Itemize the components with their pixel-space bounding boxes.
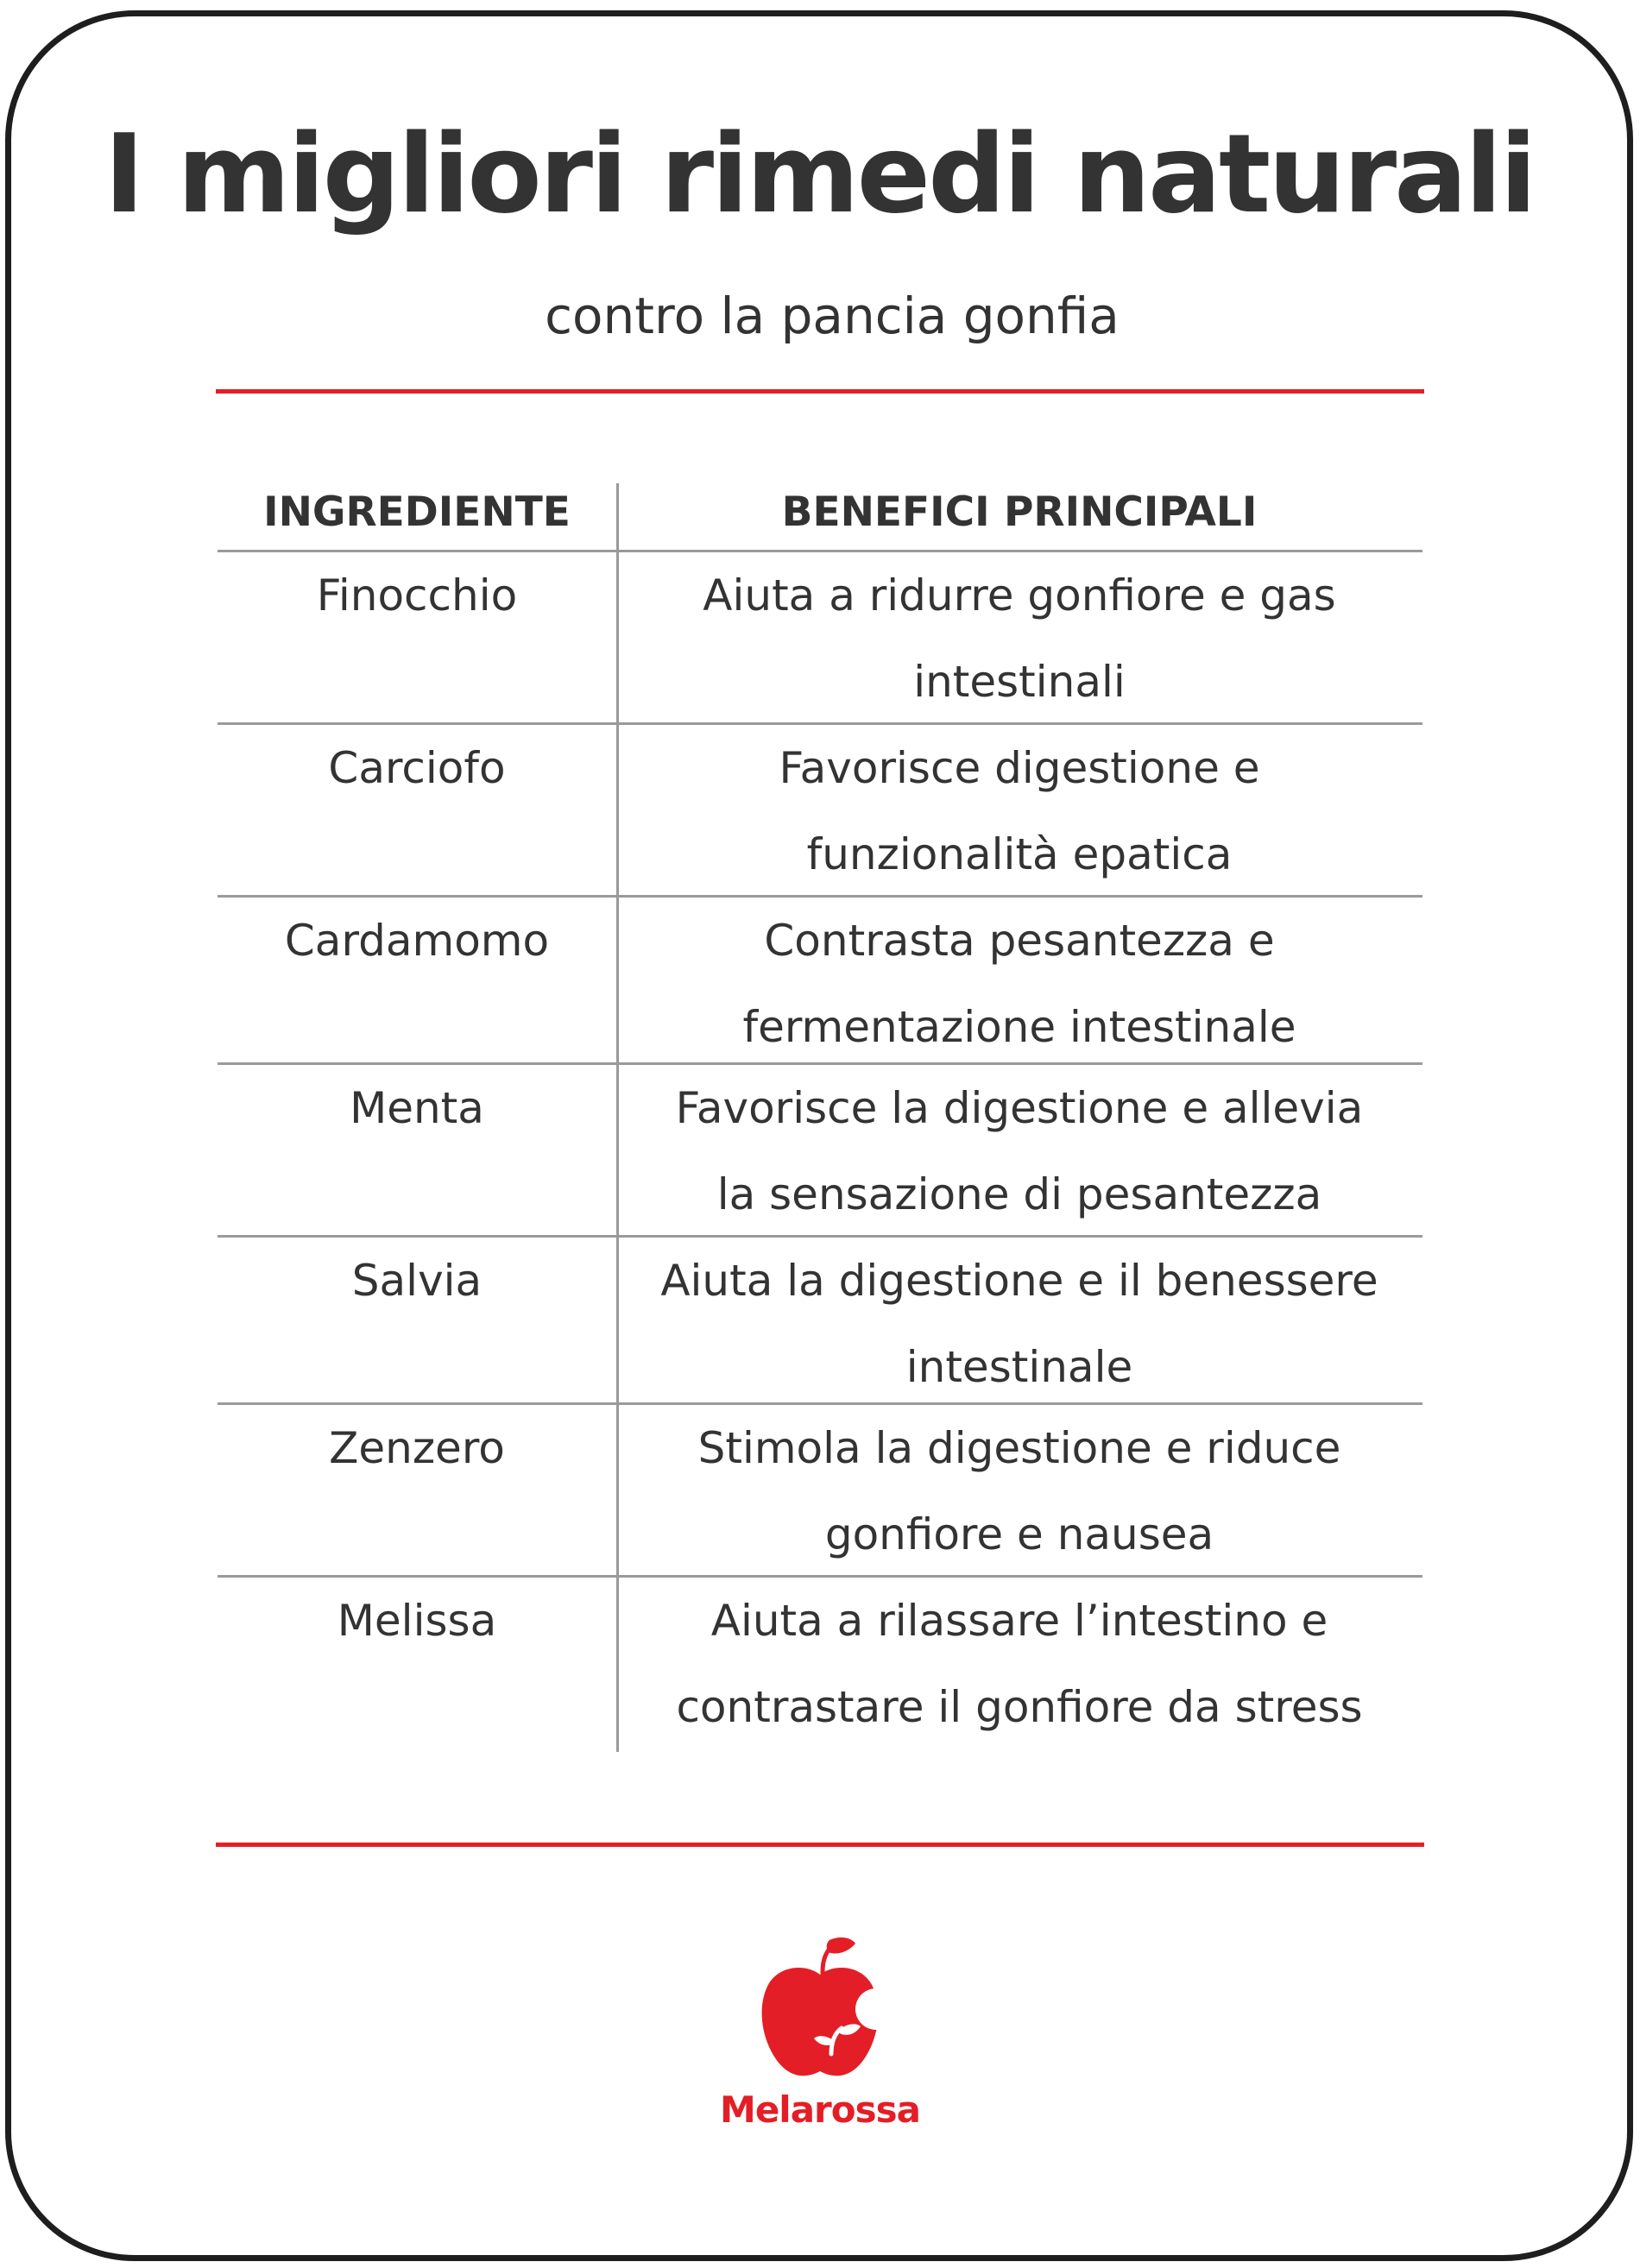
page-title: I migliori rimedi naturali — [104, 110, 1535, 237]
ingredient-cell: Salvia — [351, 1256, 483, 1306]
benefit-cell: Aiuta a rilassare l’intestino e contrastare il gonfiore da stress — [676, 1596, 1363, 1732]
ingredient-cell: Zenzero — [329, 1423, 505, 1473]
brand-logo — [0, 1933, 1640, 2131]
benefit-cell: Stimola la digestione e riduce gonfiore e nausea — [697, 1423, 1341, 1559]
benefit-cell: Aiuta a ridurre gonfiore e gas intestinali — [703, 570, 1336, 707]
table-row — [218, 552, 1422, 725]
table-row — [218, 898, 1422, 1065]
page-subtitle: contro la pancia gonfia — [545, 287, 1120, 345]
bottom-divider — [216, 1843, 1424, 1847]
table-header — [218, 483, 1422, 552]
header-ingredient: INGREDIENTE — [263, 488, 571, 536]
ingredient-cell: Menta — [350, 1083, 484, 1133]
table-row — [218, 725, 1422, 898]
benefit-cell: Contrasta pesantezza e fermentazione intestinale — [742, 916, 1296, 1052]
benefit-cell: Favorisce la digestione e allevia la sensazione di pesantezza — [675, 1083, 1364, 1219]
table-row — [218, 1405, 1422, 1578]
remedies-table — [218, 483, 1422, 1750]
brand-name: Melarossa — [720, 2088, 920, 2131]
ingredient-cell: Melissa — [337, 1596, 497, 1646]
table-row — [218, 1578, 1422, 1750]
apple-icon — [755, 1933, 885, 2080]
table-row — [218, 1238, 1422, 1405]
column-divider — [616, 483, 619, 1752]
header-benefits: BENEFICI PRINCIPALI — [781, 488, 1258, 536]
benefit-cell: Aiuta la digestione e il benessere intestinale — [660, 1256, 1378, 1392]
table-row — [218, 1065, 1422, 1238]
top-divider — [216, 389, 1424, 394]
ingredient-cell: Carciofo — [328, 743, 506, 793]
benefit-cell: Favorisce digestione e funzionalità epatica — [779, 743, 1260, 879]
ingredient-cell: Cardamomo — [284, 916, 550, 966]
ingredient-cell: Finocchio — [316, 570, 518, 621]
